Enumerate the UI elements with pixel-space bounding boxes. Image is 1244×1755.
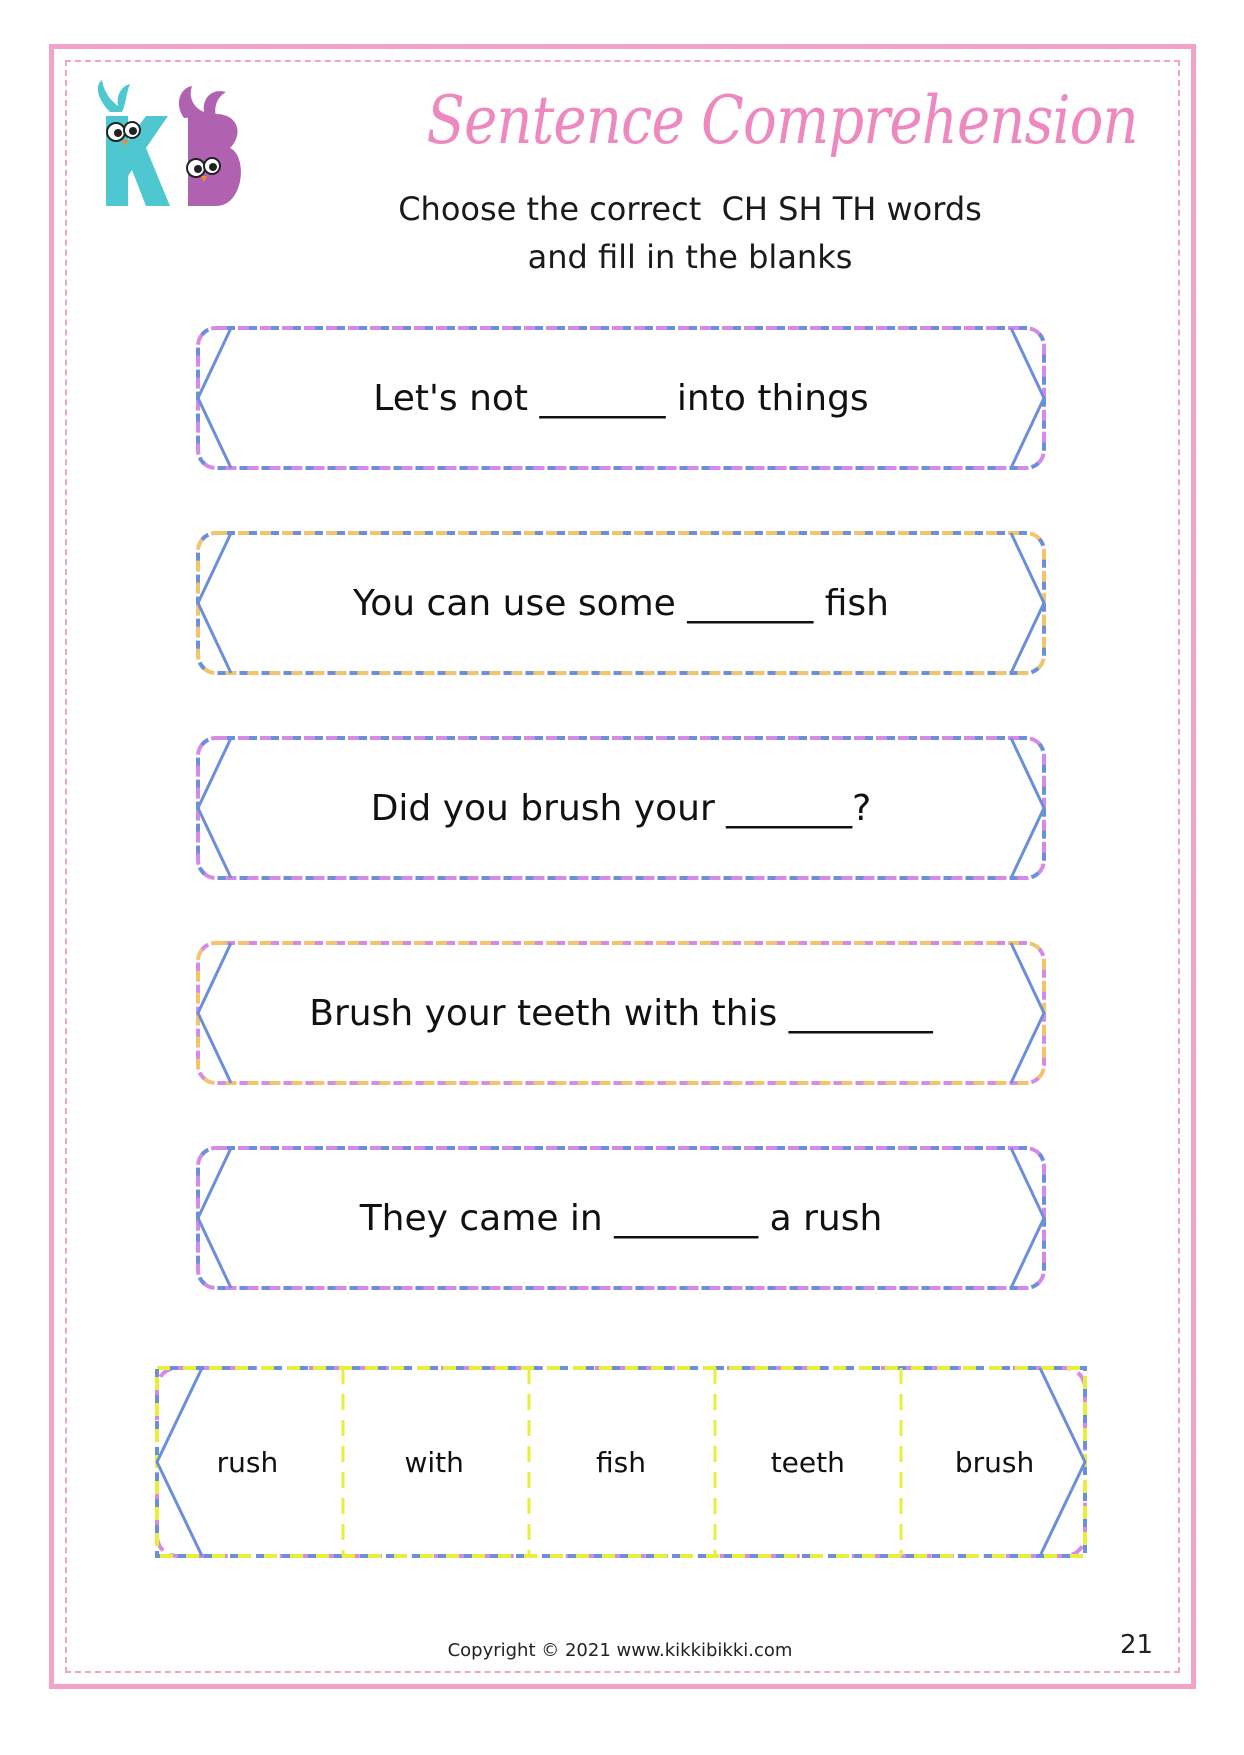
instructions-line-1: Choose the correct CH SH TH words xyxy=(398,190,982,228)
word-bank-item-teeth: teeth xyxy=(770,1445,845,1479)
word-bank-item-rush: rush xyxy=(216,1445,279,1479)
sentence-4: Brush your teeth with this ________ xyxy=(309,992,933,1034)
sentence-box-3 xyxy=(195,735,1047,881)
sentence-box-2 xyxy=(195,530,1047,676)
page-number: 21 xyxy=(1120,1630,1154,1660)
instructions xyxy=(330,185,1050,281)
sentence-box-5 xyxy=(195,1145,1047,1291)
sentence-box-4 xyxy=(195,940,1047,1086)
sentence-3: Did you brush your _______? xyxy=(370,787,872,829)
page-title: Sentence Comprehension xyxy=(426,82,1138,159)
word-bank-item-fish: fish xyxy=(596,1445,646,1479)
word-bank-item-brush: brush xyxy=(954,1445,1035,1479)
word-bank xyxy=(154,1365,1088,1559)
copyright: Copyright © 2021 www.kikkibikki.com xyxy=(447,1640,793,1661)
sentence-1: Let's not _______ into things xyxy=(373,377,869,419)
sentence-box-1 xyxy=(195,325,1047,471)
kikkibikki-logo xyxy=(88,78,248,214)
sentence-2: You can use some _______ fish xyxy=(353,582,889,624)
word-bank-item-with: with xyxy=(404,1445,464,1479)
instructions-line-2: and fill in the blanks xyxy=(527,238,853,276)
sentence-5: They came in ________ a rush xyxy=(359,1197,883,1239)
